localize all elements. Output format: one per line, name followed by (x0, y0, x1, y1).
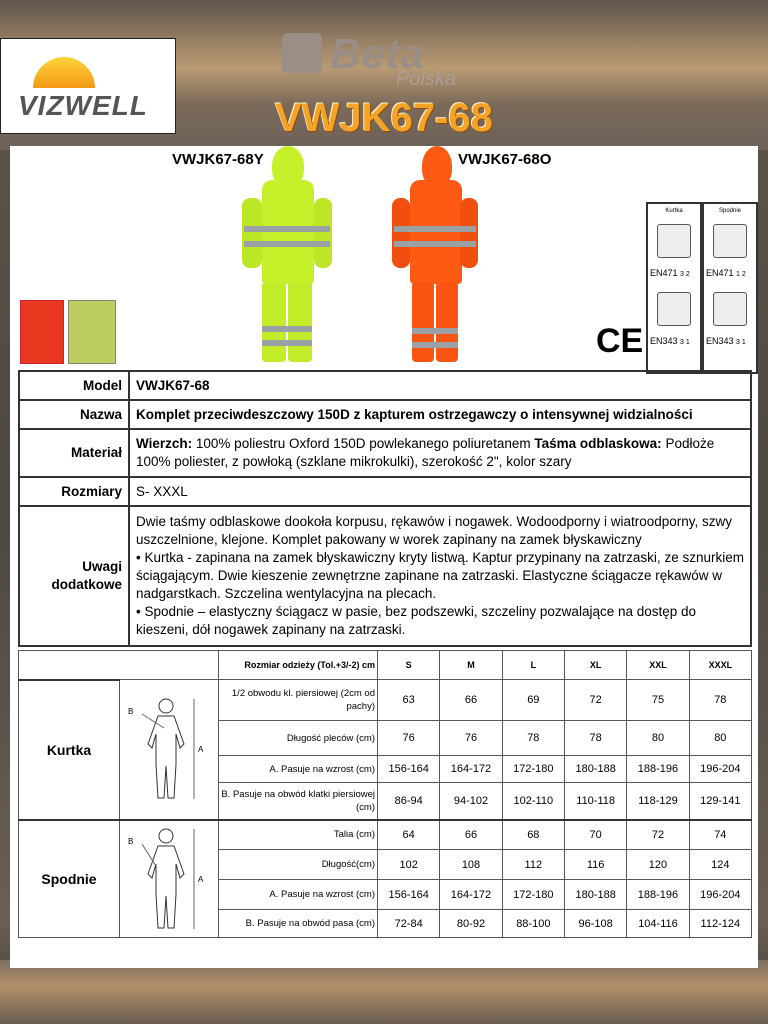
cert-title: Spodnie (718, 208, 742, 214)
cell: 102-110 (502, 783, 564, 820)
cell: 66 (440, 820, 502, 850)
ce-mark: CE (596, 322, 644, 360)
orange-suit-image (392, 146, 478, 366)
partner-logo: Beta (330, 30, 426, 77)
cell: 112 (502, 850, 564, 880)
cell: 172-180 (502, 880, 564, 910)
size-table (18, 650, 752, 938)
orange-pack-image (20, 300, 64, 364)
cell: 78 (689, 680, 751, 721)
spec-label: Rozmiary (19, 477, 129, 506)
cell: 72 (564, 680, 626, 721)
cell: 156-164 (378, 756, 440, 783)
size-col: XXL (627, 651, 689, 680)
spec-label: Model (19, 371, 129, 400)
pants-figure (120, 820, 219, 938)
cert-title: Kurtka (665, 208, 683, 214)
cert-en343: EN343 (650, 336, 678, 346)
cell: 118-129 (627, 783, 689, 820)
cell: 74 (689, 820, 751, 850)
svg-text:B: B (128, 836, 134, 846)
jacket-section-label: Kurtka (19, 680, 120, 820)
cert-en343-class: 3 1 (680, 339, 690, 346)
partner-sub: Polska (396, 68, 457, 90)
cell: 196-204 (689, 880, 751, 910)
size-col: M (440, 651, 502, 680)
cell: 68 (502, 820, 564, 850)
spec-label: Materiał (19, 429, 129, 477)
variant-label-orange: VWJK67-68O (458, 151, 552, 168)
cell: 180-188 (564, 880, 626, 910)
cell: 164-172 (440, 756, 502, 783)
note-line: • Kurtka - zapinana na zamek błyskawiczny kryty listwą. Kaptur przypinany na zatrzaski, ze sznurkiem ściągającym. Dwie kieszenie zewnętrzne zapinane na zatrzaski. Elastyczne ściągacze rękawów w nadgarstkach. Szczelina wentylacyjna na plecach. (136, 550, 744, 601)
cell: 94-102 (440, 783, 502, 820)
rain-umbrella-icon (713, 292, 747, 326)
cell: 76 (378, 721, 440, 756)
cell: 69 (502, 680, 564, 721)
cell: 112-124 (689, 910, 751, 938)
variant-label-yellow: VWJK67-68Y (172, 151, 264, 168)
vest-icon (713, 224, 747, 258)
cell: 88-100 (502, 910, 564, 938)
rain-umbrella-icon (657, 292, 691, 326)
cell: 104-116 (627, 910, 689, 938)
spec-notes-value (129, 506, 751, 646)
cell: 188-196 (627, 756, 689, 783)
cert-en343-class: 3 1 (736, 339, 746, 346)
row-label: Długość(cm) (219, 850, 378, 880)
cell: 188-196 (627, 880, 689, 910)
yellow-pack-image (68, 300, 116, 364)
cert-en471-class: 3 2 (680, 271, 690, 278)
note-line: • Spodnie – elastyczny ściągacz w pasie, bez podszewki, szczeliny pozwalające na dostęp do kieszeni, dół nogawek zapinany na zatrzaski. (136, 604, 697, 637)
cert-en471: EN471 (650, 268, 678, 278)
cell: 80 (627, 721, 689, 756)
spec-material-value: Wierzch: 100% poliestru Oxford 150D powlekanego poliuretanem Taśma odblaskowa: Podłoże 100% poliester, z powłoką (szklane mikrokulki), szerokość 2", kolor szary (129, 429, 751, 477)
cell: 180-188 (564, 756, 626, 783)
beta-wrench-icon (282, 33, 322, 73)
yellow-suit-image (242, 146, 332, 366)
body-outline-icon (124, 824, 214, 934)
cell: 164-172 (440, 880, 502, 910)
vest-icon (657, 224, 691, 258)
cell: 172-180 (502, 756, 564, 783)
cell: 80-92 (440, 910, 502, 938)
cell: 64 (378, 820, 440, 850)
cell: 76 (440, 721, 502, 756)
cell: 120 (627, 850, 689, 880)
svg-text:B: B (128, 707, 134, 717)
logo-text: VIZWELL (18, 90, 148, 121)
svg-text:A: A (198, 745, 204, 755)
row-label: Talia (cm) (219, 820, 378, 850)
size-col: XXXL (689, 651, 751, 680)
size-col: XL (564, 651, 626, 680)
page-title: VWJK67-68 (275, 96, 493, 140)
cell: 102 (378, 850, 440, 880)
body-outline-icon (124, 694, 214, 804)
cert-en343: EN343 (706, 336, 734, 346)
cell: 63 (378, 680, 440, 721)
cell: 129-141 (689, 783, 751, 820)
spec-label: Uwagi dodatkowe (19, 506, 129, 646)
cell: 116 (564, 850, 626, 880)
spec-table (18, 370, 752, 647)
cert-en471: EN471 (706, 268, 734, 278)
cell: 196-204 (689, 756, 751, 783)
cell: 108 (440, 850, 502, 880)
footer-band (0, 960, 768, 1024)
cert-card-pants (702, 202, 758, 374)
row-label: A. Pasuje na wzrost (cm) (219, 756, 378, 783)
row-label: 1/2 obwodu kl. piersiowej (2cm od pachy) (219, 680, 378, 721)
size-col: S (378, 651, 440, 680)
svg-text:A: A (198, 874, 204, 884)
row-label: B. Pasuje na obwód pasa (cm) (219, 910, 378, 938)
row-label: B. Pasuje na obwód klatki piersiowej (cm) (219, 783, 378, 820)
cell: 78 (502, 721, 564, 756)
cell: 156-164 (378, 880, 440, 910)
cert-card-jacket (646, 202, 702, 374)
cell: 110-118 (564, 783, 626, 820)
spec-model-value: VWJK67-68 (129, 371, 751, 400)
spec-name-value: Komplet przeciwdeszczowy 150D z kapturem ostrzegawczy o intensywnej widzialności (129, 400, 751, 429)
spec-label: Nazwa (19, 400, 129, 429)
cell: 75 (627, 680, 689, 721)
cell: 66 (440, 680, 502, 721)
row-label: A. Pasuje na wzrost (cm) (219, 880, 378, 910)
cell: 86-94 (378, 783, 440, 820)
cell: 78 (564, 721, 626, 756)
size-col: L (502, 651, 564, 680)
cell: 72 (627, 820, 689, 850)
cell: 70 (564, 820, 626, 850)
cell: 80 (689, 721, 751, 756)
pants-section-label: Spodnie (19, 820, 120, 938)
jacket-figure (120, 680, 219, 820)
cell: 124 (689, 850, 751, 880)
size-header-label: Rozmiar odzieży (Tol.+3/-2) cm (219, 651, 378, 680)
row-label: Długość pleców (cm) (219, 721, 378, 756)
cell: 72-84 (378, 910, 440, 938)
note-line: Dwie taśmy odblaskowe dookoła korpusu, rękawów i nogawek. Wodoodporny i wiatroodporny, szwy uszczelnione, klejone. Komplet pakowany w worek zapinany na zamek błyskawiczny (136, 514, 733, 547)
cell: 96-108 (564, 910, 626, 938)
spec-sizes-value: S- XXXL (129, 477, 751, 506)
cert-en471-class: 1 2 (736, 271, 746, 278)
